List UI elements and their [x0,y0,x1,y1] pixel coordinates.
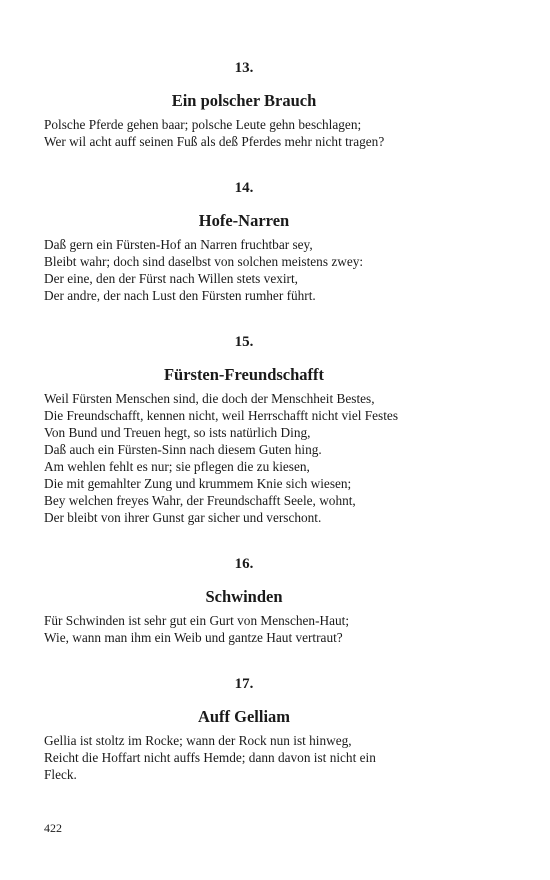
poem-title: Schwinden [205,587,283,606]
page-number: 422 [44,821,62,835]
poem-line: Bey welchen freyes Wahr, der Freundschafft Seele, wohnt, [44,493,356,508]
poem-line: Daß auch ein Fürsten-Sinn nach diesem Guten hing. [44,442,322,457]
poem-17 [44,674,444,783]
poem-line: Fleck. [44,767,77,782]
poem-title: Fürsten-Freundschafft [163,365,325,384]
poem-13 [44,58,444,150]
poem-line: Reicht die Hoffart nicht auffs Hemde; dann davon ist nicht ein [44,750,376,765]
poem-title: Ein polscher Brauch [171,91,317,110]
poem-line: Der bleibt von ihrer Gunst gar sicher und verschont. [44,510,322,525]
poem-line: Polsche Pferde gehen baar; polsche Leute gehn beschlagen; [44,117,362,132]
poem-line: Wie, wann man ihm ein Weib und gantze Haut vertraut? [44,630,343,645]
poem-line: Gellia ist stoltz im Rocke; wann der Rock nun ist hinweg, [44,733,352,748]
poem-number: 16. [234,556,254,572]
poem-line: Weil Fürsten Menschen sind, die doch der Menschheit Bestes, [44,391,375,406]
poem-number: 14. [234,180,254,196]
poem-line: Bleibt wahr; doch sind daselbst von solchen meistens zwey: [44,254,364,269]
poem-16 [44,554,444,646]
poem-15 [44,332,444,526]
poem-line: Am wehlen fehlt es nur; sie pflegen die zu kiesen, [44,459,310,474]
poem-number: 13. [234,60,254,76]
poem-title: Auff Gelliam [197,707,291,726]
poem-line: Von Bund und Treuen hegt, so ists natürlich Ding, [44,425,311,440]
poem-line: Die Freundschafft, kennen nicht, weil Herrschafft nicht viel Festes [44,408,398,423]
poem-text [44,116,444,150]
poem-line: Der andre, der nach Lust den Fürsten rumher führt. [44,288,316,303]
poem-text [44,236,444,304]
poem-title: Hofe-Narren [198,211,290,230]
poem-line: Der eine, den der Fürst nach Willen stets vexirt, [44,271,299,286]
poem-text [44,732,444,783]
poem-text [44,390,444,526]
poem-line: Für Schwinden ist sehr gut ein Gurt von Menschen-Haut; [44,613,350,628]
poem-number: 15. [234,334,254,350]
poem-line: Daß gern ein Fürsten-Hof an Narren fruchtbar sey, [44,237,313,252]
page-content [44,58,444,783]
poem-14 [44,178,444,304]
poem-line: Die mit gemahlter Zung und krummem Knie sich wiesen; [44,476,352,491]
poem-text [44,612,444,646]
poem-line: Wer wil acht auff seinen Fuß als deß Pferdes mehr nicht tragen? [44,134,385,149]
poem-number: 17. [234,676,254,692]
